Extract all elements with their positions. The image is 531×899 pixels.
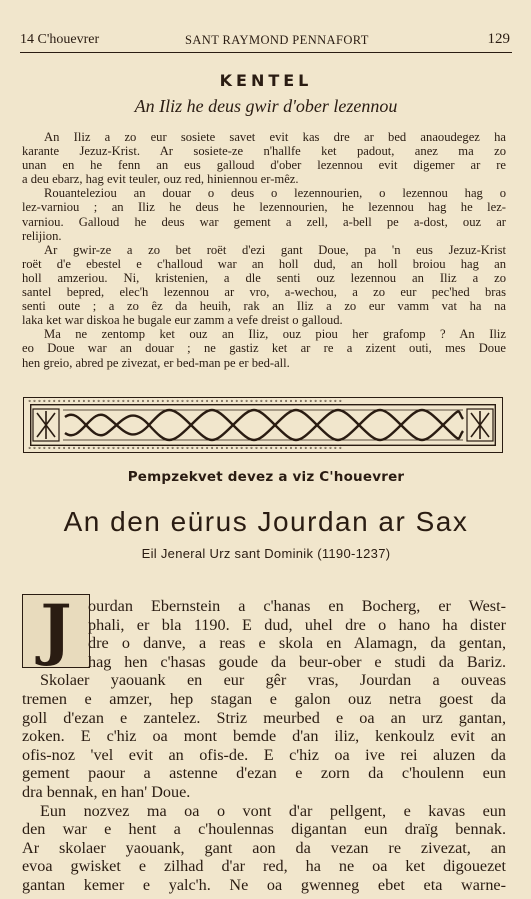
text-line: Rouanteleziou an douar o deus o lezennourien, o lezennou hag o [44, 186, 506, 201]
text-line: gement paour a astenne d'ezan e zorn da c'houlenn eun [22, 764, 506, 783]
text-line: Eun nozvez ma oa o vont d'ar pellgent, e kavas eun [40, 801, 506, 820]
section-title: Pempzekvet devez a viz C'houevrer [127, 469, 405, 485]
text-line: senti oute ; a zo êz da heuih, rak an Iliz a zo eur vamm vat ha na [22, 299, 506, 314]
article-subtitle: Eil Jeneral Urz sant Dominik (1190-1237) [141, 546, 391, 561]
text-line: Ar gwir-ze a zo bet roët d'ezi gant Doue, pa 'n eus Jezuz-Krist [44, 242, 506, 257]
knotwork-pattern [31, 405, 495, 445]
article-title: An den eürus Jourdan ar Sax [63, 506, 469, 537]
text-line: holl amzeriou. Ni, kristenien, a dle senti ouz lezennou an Iliz a zo [22, 270, 506, 285]
decorative-ornament-band [23, 397, 503, 453]
text-line: gantan kemer e yalc'h. Ne oa gwenneg ebet eta warne- [22, 875, 506, 894]
text-line: phali, er bla 1190. E dud, uhel dre o hano ha dister [88, 615, 506, 634]
text-line: hag hen c'hasas goude da beur-ober e studi da Bariz. [88, 652, 506, 671]
kentel-title: KENTEL [219, 71, 313, 90]
book-page [20, 0, 512, 899]
text-line: ofis-noz 'vel evit an ofis-de. E c'hiz oa ive rei aluzen da [22, 745, 506, 764]
text-line: a deu ebarz, hag evit teuler, ouz red, hiniennou er-mêz. [22, 172, 299, 187]
text-line: relijion. [22, 228, 62, 243]
text-line: tremen e amzer, hep stagan e galon ouz netra goest da [22, 689, 506, 708]
text-line: karante Jezuz-Krist. Ar sosiete-ze n'hallfe ket padout, anez ma zo [22, 144, 506, 159]
page-number: 129 [487, 31, 510, 47]
text-line: roët d'e ebestel e c'halloud war an holl dud, an holl broiou hag an [22, 256, 506, 271]
running-header [20, 30, 512, 53]
header-left: 14 C'houevrer [20, 32, 100, 47]
text-line: evoa gwisket e zilhad d'ar red, ha ne oa ket digouezet [22, 857, 506, 876]
text-line: Ma ne zentomp ket ouz an Iliz, ouz piou her grafomp ? An Iliz [44, 327, 506, 342]
text-line: lez-varniou ; an Iliz he deus he lezennourien, he lezennou hag he lez- [22, 200, 506, 215]
text-line: varniou. Galloud he deus war gement a zell, a-bell pe a-dost, ouz ar [22, 214, 506, 229]
text-line: goll d'ezan e zantelez. Striz meurbed e oa an urz gantan, [22, 708, 506, 727]
text-line: den war e hent a c'houlennas digantan eun draïg bennak. [22, 820, 506, 839]
text-line: Skolaer yaouank en eur gêr vras, Jourdan a ouveas [40, 671, 506, 690]
article-body [22, 597, 506, 895]
ornament-frame [30, 404, 496, 446]
text-line: unan en he fenn an eus galloud d'ober lezennou evit digemer ar re [22, 158, 506, 173]
text-line: hen greio, abred pe zivezat, er bed-man pe er bed-all. [22, 355, 290, 370]
kentel-body [22, 130, 506, 370]
text-line: An Iliz a zo eur sosiete savet evit kas dre ar bed anaoudegez ha [44, 130, 506, 144]
text-line: dra bennak, en han' Doue. [22, 782, 191, 801]
header-center: SANT RAYMOND PENNAFORT [185, 33, 369, 47]
kentel-subtitle: An Iliz he deus gwir d'ober lezennou [134, 96, 398, 116]
text-line: eo Doue war an douar ; ne gastiz ket ar re a zizent outi, mes Doue [22, 341, 506, 356]
text-line: laka ket war diskoa he bugale eur zamm a vefe dreist o galloud. [22, 313, 343, 328]
drop-cap-letter: J [40, 590, 72, 668]
text-line: santel bepred, elec'h lezennou ar vro, a-wechou, a zo eur pec'hed bras [22, 285, 506, 300]
ornament-dots-top: ∘∘∘∘∘∘∘∘∘∘∘∘∘∘∘∘∘∘∘∘∘∘∘∘∘∘∘∘∘∘∘∘∘∘∘∘∘∘∘∘∘∘∘∘∘∘∘∘∘∘∘∘∘∘∘∘∘∘∘∘∘∘∘∘ [28, 398, 344, 404]
ornament-dots-bottom: ∘∘∘∘∘∘∘∘∘∘∘∘∘∘∘∘∘∘∘∘∘∘∘∘∘∘∘∘∘∘∘∘∘∘∘∘∘∘∘∘∘∘∘∘∘∘∘∘∘∘∘∘∘∘∘∘∘∘∘∘∘∘∘∘ [28, 445, 344, 451]
text-line: ourdan Ebernstein a c'hanas en Bocherg, er West- [88, 597, 506, 615]
text-line: Ar skolaer yaouank, gant aon da vezan re zivezat, an [22, 838, 506, 857]
text-line: dre o danve, a reas e skola en Alamagn, da gentan, [88, 634, 506, 653]
text-line: zoken. E c'hiz oa mont bemde d'an iliz, kenkoulz evit an [22, 727, 506, 746]
